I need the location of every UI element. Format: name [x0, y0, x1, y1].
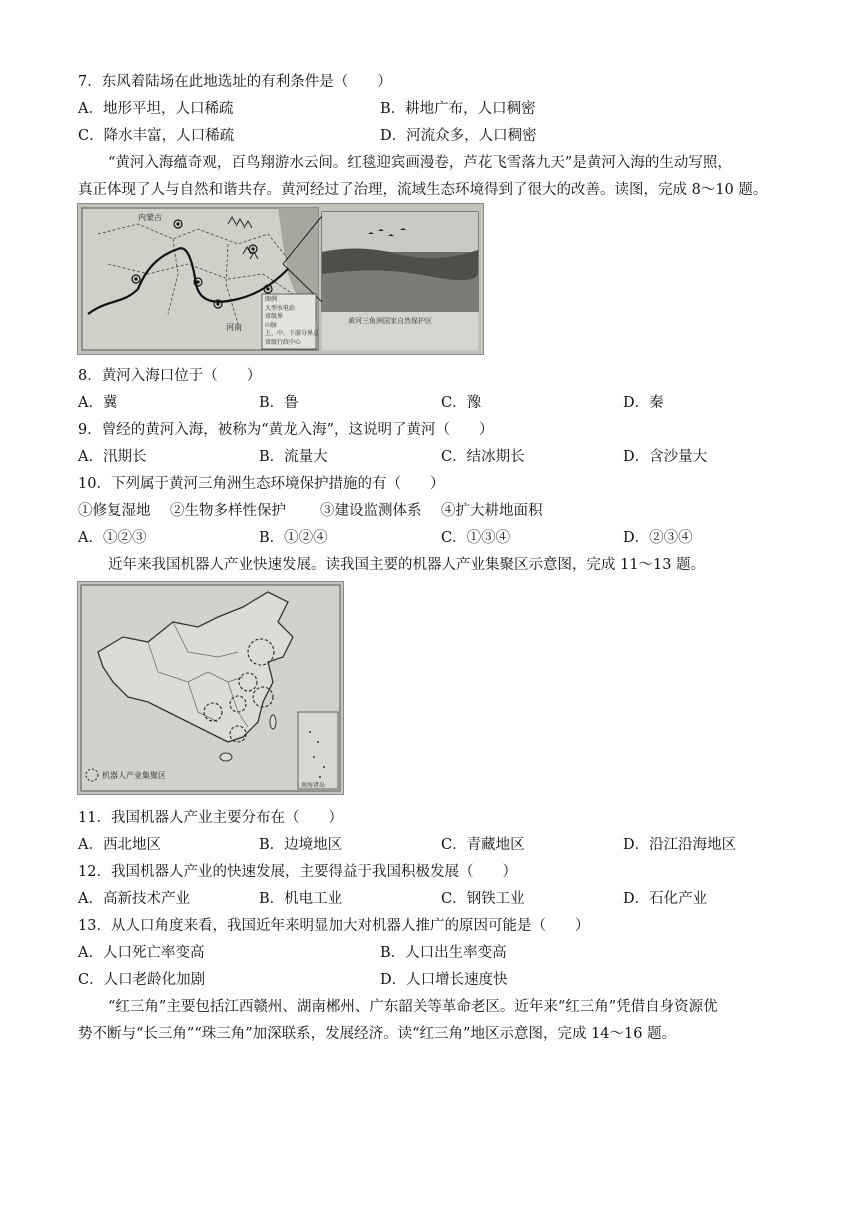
q8-option-b: B．鲁	[259, 395, 299, 411]
q10-option-b: B．①②④	[259, 530, 328, 546]
q9-option-c: C．结冰期长	[441, 449, 525, 465]
q7-option-b: B．耕地广布，人口稠密	[380, 101, 536, 117]
q12-option-d: D．石化产业	[623, 891, 708, 907]
q13-option-c: C．人口老龄化加剧	[78, 972, 206, 988]
q7-stem: 7．东风着陆场在此地选址的有利条件是（ ）	[78, 74, 392, 90]
legend-item: 上、中、下游分界点	[265, 330, 320, 337]
map-label-henan: 河南	[226, 323, 242, 332]
q10-stem: 10．下列属于黄河三角洲生态环境保护措施的有（ ）	[78, 476, 445, 492]
robot-industry-map	[77, 581, 344, 795]
china-map	[78, 582, 343, 794]
q11-option-b: B．边境地区	[259, 837, 343, 853]
q10-option-a: A．①②③	[78, 530, 147, 546]
q11-option-c: C．青藏地区	[441, 837, 525, 853]
q8-option-d: D．秦	[623, 395, 664, 411]
intro-14-16-line1: “红三角”主要包括江西赣州、湖南郴州、广东韶关等革命老区。近年来“红三角”凭借自身资源优	[108, 999, 718, 1015]
q11-stem: 11．我国机器人产业主要分布在（ ）	[78, 810, 343, 826]
q9-option-a: A．汛期长	[78, 449, 147, 465]
intro-14-16-line2: 势不断与“长三角”“珠三角”加深联系，发展经济。读“红三角”地区示意图，完成 14～16 题。	[78, 1026, 677, 1042]
q10-item-2: ②生物多样性保护	[170, 503, 286, 519]
intro-8-10-line2: 真正体现了人与自然和谐共存。黄河经过了治理，流域生态环境得到了很大的改善。读图，完成 8～10 题。	[78, 182, 768, 198]
q13-option-a: A．人口死亡率变高	[78, 945, 205, 961]
legend-item: 山脉	[265, 321, 278, 329]
q8-option-c: C．豫	[441, 395, 482, 411]
q7-option-c: C．降水丰富，人口稀疏	[78, 128, 235, 144]
q9-option-b: B．流量大	[259, 449, 328, 465]
q9-stem: 9．曾经的黄河入海，被称为“黄龙入海”，这说明了黄河（ ）	[78, 422, 494, 438]
photo-caption: 黄河三角洲国家自然保护区	[348, 317, 432, 325]
map-legend-robot-cluster: 机器人产业集聚区	[102, 771, 166, 780]
q13-option-b: B．人口出生率变高	[380, 945, 507, 961]
q10-option-d: D．②③④	[623, 530, 693, 546]
inset-label: 南海诸岛	[301, 782, 326, 789]
q8-option-a: A．冀	[78, 395, 118, 411]
q11-option-d: D．沿江沿海地区	[623, 837, 737, 853]
q7-option-a: A．地形平坦，人口稀疏	[78, 101, 234, 117]
legend-item: 省级行政中心	[265, 338, 302, 346]
q11-option-a: A．西北地区	[78, 837, 161, 853]
q7-option-d: D．河流众多，人口稠密	[380, 128, 537, 144]
q12-option-b: B．机电工业	[259, 891, 343, 907]
intro-11-13: 近年来我国机器人产业快速发展。读我国主要的机器人产业集聚区示意图，完成 11～13 题。	[108, 557, 706, 573]
q10-option-c: C．①③④	[441, 530, 511, 546]
legend-item: 大型水电站	[265, 304, 296, 312]
q13-option-d: D．人口增长速度快	[380, 972, 508, 988]
q10-item-4: ④扩大耕地面积	[441, 503, 543, 519]
q8-stem: 8．黄河入海口位于（ ）	[78, 368, 262, 384]
map-label-inner-mongolia: 内蒙古	[138, 213, 162, 222]
legend-title: 图例	[265, 296, 278, 303]
q12-stem: 12．我国机器人产业的快速发展，主要得益于我国积极发展（ ）	[78, 864, 517, 880]
q12-option-c: C．钢铁工业	[441, 891, 525, 907]
q10-item-1: ①修复湿地	[78, 503, 151, 519]
yellow-river-figure	[77, 203, 484, 355]
intro-8-10-line1: “黄河入海蕴奇观，百鸟翔游水云间。红毯迎宾画漫卷，芦花飞雪落九天”是黄河入海的生动写照，	[108, 155, 732, 171]
q9-option-d: D．含沙量大	[623, 449, 708, 465]
q10-item-3: ③建设监测体系	[320, 503, 422, 519]
legend-item: 省级界	[265, 313, 284, 320]
q12-option-a: A．高新技术产业	[78, 891, 190, 907]
q13-stem: 13．从人口角度来看，我国近年来明显加大对机器人推广的原因可能是（ ）	[78, 918, 590, 934]
map-legend	[265, 296, 319, 347]
